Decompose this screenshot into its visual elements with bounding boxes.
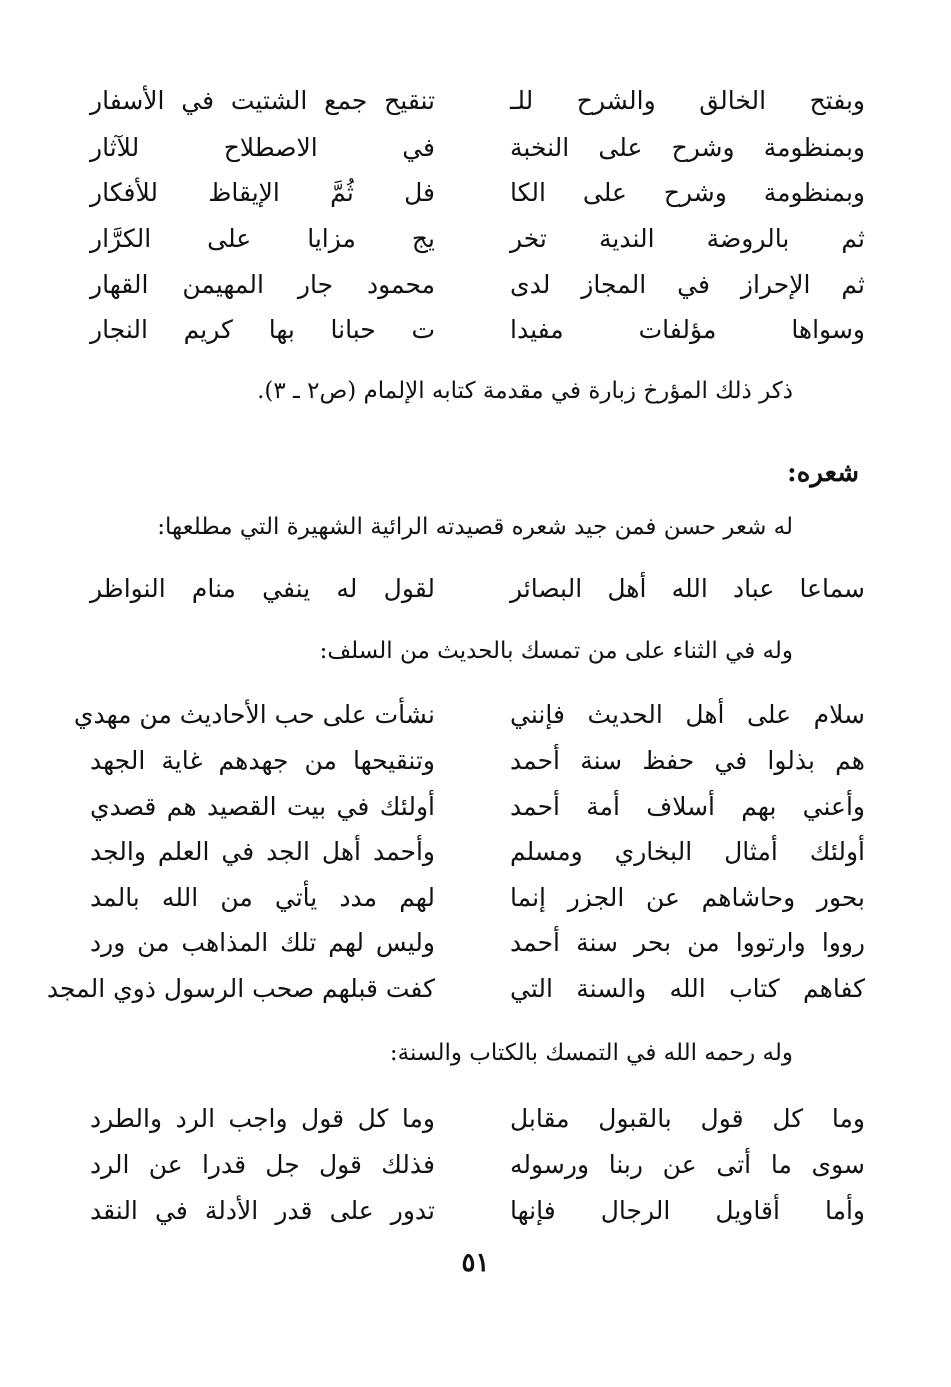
- verse-hemistich-first: سماعا عباد الله أهل البصائر: [510, 573, 865, 603]
- verse-line: [90, 738, 865, 782]
- verse-line: [90, 262, 865, 306]
- verse-hemistich-second: وليس لهم تلك المذاهب من ورد: [90, 927, 435, 957]
- verse-hemistich-second: فل ثُمَّ الإيقاظ للأفكار: [90, 177, 435, 207]
- verse-hemistich-first: وأعني بهم أسلاف أمة أحمد: [510, 791, 865, 821]
- verse-hemistich-second: نشأت على حب الأحاديث من مهدي: [73, 699, 435, 729]
- verse-hemistich-first: وبمنظومة وشرح على النخبة: [510, 132, 865, 162]
- source-note: ذكر ذلك المؤرخ زبارة في مقدمة كتابه الإلمام (ص٢ ـ ٣).: [257, 378, 793, 404]
- verse-hemistich-second: تدور على قدر الأدلة في النقد: [90, 1195, 435, 1225]
- verse-hemistich-first: وبمنظومة وشرح على الكا: [510, 177, 865, 207]
- verse-line: [90, 307, 865, 351]
- verse-hemistich-second: فذلك قول جل قدرا عن الرد: [90, 1149, 435, 1179]
- verse-hemistich-first: ثم الإحراز في المجاز لدى: [510, 269, 865, 299]
- verse-hemistich-first: أولئك أمثال البخاري ومسلم: [510, 836, 865, 866]
- intro-paragraph: وله في الثناء على من تمسك بالحديث من السلف:: [319, 638, 793, 664]
- verse-hemistich-first: وأما أقاويل الرجال فإنها: [510, 1195, 865, 1225]
- verse-hemistich-first: هم بذلوا في حفظ سنة أحمد: [510, 745, 865, 775]
- verse-hemistich-first: سوى ما أتى عن ربنا ورسوله: [510, 1149, 865, 1179]
- verse-hemistich-second: لهم مدد يأتي من الله بالمد: [90, 882, 435, 912]
- section-heading: شعره:: [787, 458, 859, 488]
- intro-paragraph: له شعر حسن فمن جيد شعره قصيدته الرائية الشهيرة التي مطلعها:: [157, 514, 793, 540]
- verse-hemistich-first: وبفتح الخالق والشرح للـ: [510, 85, 865, 115]
- verse-hemistich-second: أولئك في بيت القصيد هم قصدي: [90, 791, 435, 821]
- verse-line: [90, 920, 865, 964]
- verse-hemistich-first: ثم بالروضة الندية تخر: [510, 223, 865, 253]
- verse-line: [90, 875, 865, 919]
- verse-line: [90, 216, 865, 260]
- verse-hemistich-second: ت حبانا بها كريم النجار: [90, 314, 435, 344]
- verse-hemistich-first: سلام على أهل الحديث فإنني: [510, 699, 865, 729]
- verse-line: [90, 78, 865, 122]
- verse-hemistich-second: وتنقيحها من جهدهم غاية الجهد: [90, 745, 435, 775]
- verse-hemistich-second: وما كل قول واجب الرد والطرد: [90, 1103, 435, 1133]
- verse-hemistich-second: يج مزايا على الكرَّار: [90, 223, 435, 253]
- verse-line: [46, 966, 865, 1010]
- verse-hemistich-second: تنقيح جمع الشتيت في الأسفار: [90, 85, 435, 115]
- verse-line-opening: [90, 566, 865, 610]
- verse-hemistich-first: كفاهم كتاب الله والسنة التي: [510, 973, 865, 1003]
- verse-hemistich-second: كفت قبلهم صحب الرسول ذوي المجد: [46, 973, 435, 1003]
- intro-paragraph: وله رحمه الله في التمسك بالكتاب والسنة:: [389, 1040, 793, 1066]
- verse-hemistich-first: وما كل قول بالقبول مقابل: [510, 1103, 865, 1133]
- verse-hemistich-first: وسواها مؤلفات مفيدا: [510, 314, 865, 344]
- verse-line: [90, 1142, 865, 1186]
- verse-line: [90, 1096, 865, 1140]
- verse-hemistich-second: محمود جار المهيمن القهار: [90, 269, 435, 299]
- verse-hemistich-first: رووا وارتووا من بحر سنة أحمد: [510, 927, 865, 957]
- verse-line: [90, 170, 865, 214]
- verse-line: [73, 692, 865, 736]
- verse-hemistich-first: بحور وحاشاهم عن الجزر إنما: [510, 882, 865, 912]
- verse-line: [90, 829, 865, 873]
- verse-hemistich-second: وأحمد أهل الجد في العلم والجد: [90, 836, 435, 866]
- verse-line: [90, 1188, 865, 1232]
- verse-line: [90, 125, 865, 169]
- verse-line: [90, 784, 865, 828]
- page-number: ٥١: [461, 1248, 490, 1278]
- verse-hemistich-second: لقول له ينفي منام النواظر: [90, 573, 435, 603]
- verse-hemistich-second: في الاصطلاح للآثار: [90, 132, 435, 162]
